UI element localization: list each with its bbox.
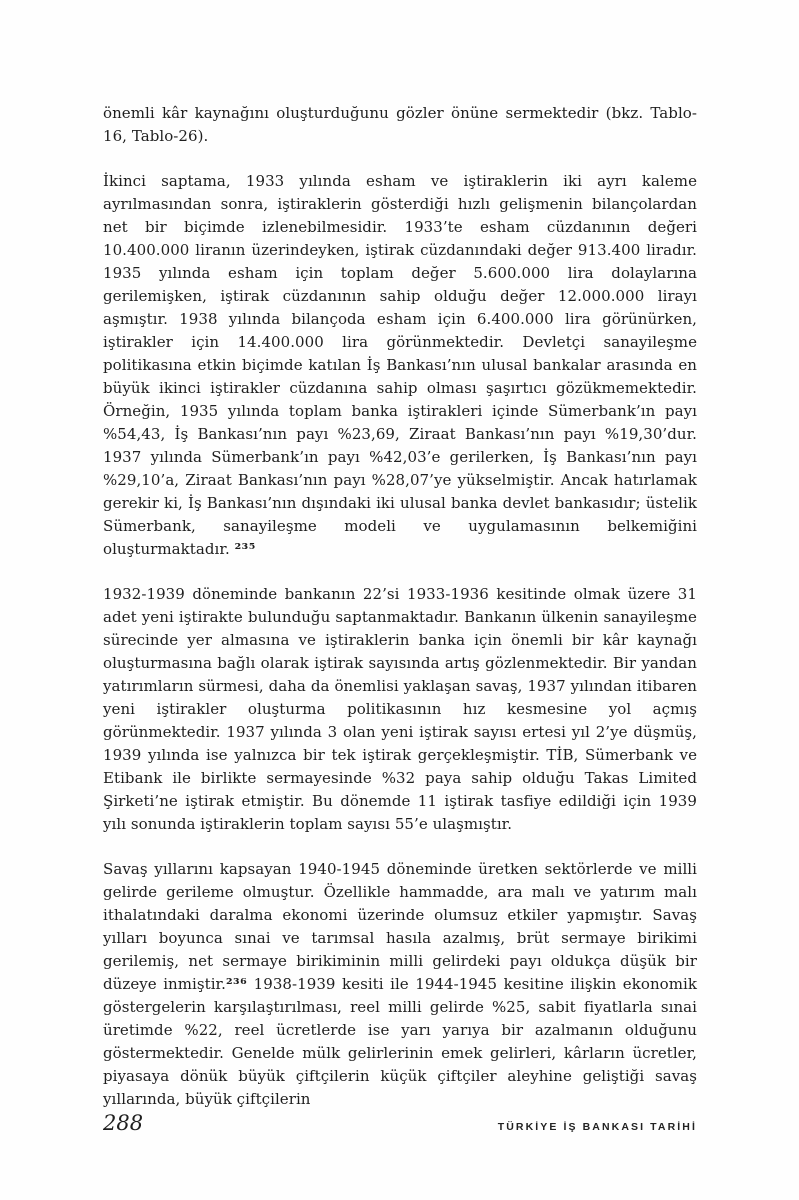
page-footer xyxy=(103,1110,697,1136)
footnote-reference: ²³⁶ xyxy=(225,975,248,993)
paragraph: Savaş yıllarını kapsayan 1940-1945 döneminde üretken sektörlerde ve milli gelirde gerileme olmuştur. Özellikle hammadde, ara malı ve yatırım malı ithalatındaki daralma ekonomi üzerinde olumsuz etkiler yapmıştır. Savaş yılları boyunca sınai ve tarımsal hasıla azalmış, brüt sermaye birikimi gerilemiş, net sermaye birikiminin milli gelirdeki payı oldukça düşük bir düzeye inmiştir.²³⁶ 1938-1939 kesiti ile 1944-1945 kesitine ilişkin ekonomik göstergelerin karşılaştırılması, reel milli gelirde %25, sabit fiyatlarla sınai üretimde %22, reel ücretlerde ise yarı yarıya bir azalmanın olduğunu göstermektedir. Genelde mülk gelirlerinin emek gelirleri, kârların ücretler, piyasaya dönük büyük çiftçilerin küçük çiftçiler aleyhine geliştiği savaş yıllarında, büyük çiftçilerin xyxy=(103,860,697,1108)
paragraph: İkinci saptama, 1933 yılında esham ve iştiraklerin iki ayrı kaleme ayrılmasından sonra, iştiraklerin gösterdiği hızlı gelişmenin bilançolardan net bir biçimde izlenebilmesidir. 1933’te esham cüzdanının değeri 10.400.000 liranın üzerindeyken, iştirak cüzdanındaki değer 913.400 liradır. 1935 yılında esham için toplam değer 5.600.000 lira dolaylarına gerilemişken, iştirak cüzdanının sahip olduğu değer 12.000.000 lirayı aşmıştır. 1938 yılında bilançoda esham için 6.400.000 lira görünürken, iştirakler için 14.400.000 lira görünmektedir. Devletçi sanayileşme politikasına etkin biçimde katılan İş Bankası’nın ulusal bankalar arasında en büyük ikinci iştirakler cüzdanına sahip olması şaşırtıcı gözükmemektedir. Örneğin, 1935 yılında toplam banka iştirakleri içinde Sümerbank’ın payı %54,43, İş Bankası’nın payı %23,69, Ziraat Bankası’nın payı %19,30’dur. 1937 yılında Sümerbank’ın payı %42,03’e gerilerken, İş Bankası’nın payı %29,10’a, Ziraat Bankası’nın payı %28,07’ye yükselmiştir. Ancak hatırlamak gerekir ki, İş Bankası’nın dışındaki iki ulusal banka devlet bankasıdır; üstelik Sümerbank, sanayileşme modeli ve uygulamasının belkemiğini oluşturmaktadır. ²³⁵ xyxy=(103,172,697,558)
running-footer-title: TÜRKİYE İŞ BANKASI TARİHİ xyxy=(497,1121,697,1133)
paragraph: önemli kâr kaynağını oluşturduğunu gözler önüne sermektedir (bkz. Tablo-16, Tablo-26). xyxy=(103,104,697,145)
text-block xyxy=(103,102,697,1111)
footnote-reference: ²³⁵ xyxy=(234,540,256,558)
paragraph: 1932-1939 döneminde bankanın 22’si 1933-1936 kesitinde olmak üzere 31 adet yeni iştirakte bulunduğu saptanmaktadır. Bankanın ülkenin sanayileşme sürecinde yer almasına ve iştiraklerin banka için önemli bir kâr kaynağı oluşturmasına bağlı olarak iştirak sayısında artış gözlenmektedir. Bir yandan yatırımların sürmesi, daha da önemlisi yaklaşan savaş, 1937 yılından itibaren yeni iştirakler oluşturma politikasının hız kesmesine yol açmış görünmektedir. 1937 yılında 3 olan yeni iştirak sayısı ertesi yıl 2’ye düşmüş, 1939 yılında ise yalnızca bir tek iştirak gerçekleşmiştir. TİB, Sümerbank ve Etibank ile birlikte sermayesinde %32 paya sahip olduğu Takas Limited Şirketi’ne iştirak etmiştir. Bu dönemde 11 iştirak tasfiye edildiği için 1939 yılı sonunda iştiraklerin toplam sayısı 55’e ulaşmıştır. xyxy=(103,585,697,833)
page-number: 288 xyxy=(103,1111,144,1135)
